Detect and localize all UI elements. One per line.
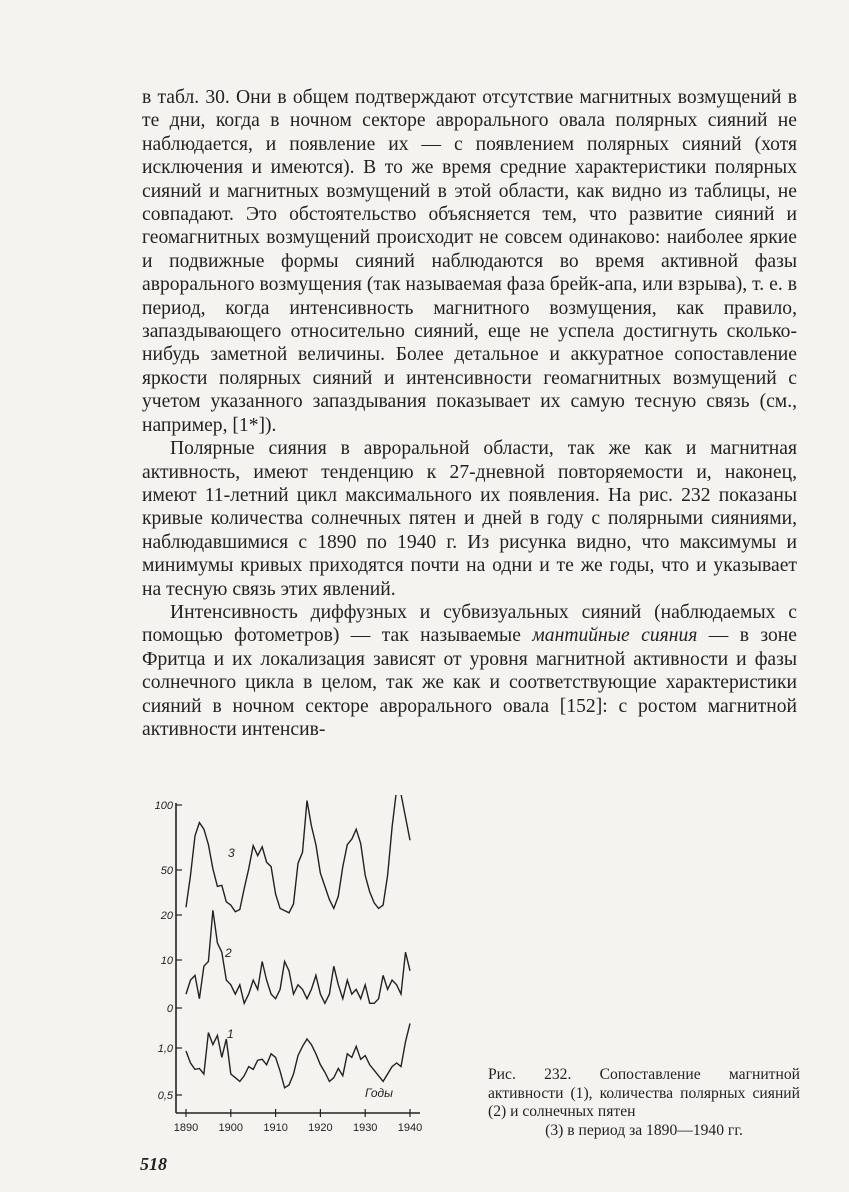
y-tick-label: 50 — [160, 865, 173, 877]
x-tick-label: 1940 — [397, 1122, 423, 1134]
term-mantle-aurora: мантийные сияния — [532, 625, 698, 647]
paragraph-3-start: Интенсивность диффузных и субвизуальных сияний (наблюдаемых с помощью фотометров) — так называемые — [142, 601, 797, 647]
series-label-3: 3 — [228, 846, 235, 860]
paragraph-1: в табл. 30. Они в общем подтверждают отсутствие магнитных возмущений в те дни, когда в ночном секторе аврорального овала полярных сияний не наблюдается, и появление их — с появлением полярных сияний (хотя исключения и имеются). В то же время средние характеристики полярных сияний и магнитных возмущений в этой области, как видно из таблицы, не совпадают. Это обстоятельство объясняется тем, что развитие сияний и геомагнитных возмущений происходит не совсем одинаково: наиболее яркие и подвижные формы сияний наблюдаются во время активной фазы аврорального возмущения (так называемая фаза брейк-апа, или взрыва), т. е. в период, когда интенсивность магнитного возмущения, как правило, запаздывающего относительно сияний, еще не успела достигнуть сколько-нибудь заметной величины. Более детальное и аккуратное сопоставление яркости полярных сияний и интенсивности геомагнитных возмущений с учетом указанного запаздывания показывает их самую тесную связь (см., например, [1*]). — [142, 87, 797, 436]
series-line-2 — [186, 910, 410, 1003]
series-line-3 — [186, 795, 410, 913]
y-tick-label: 20 — [160, 910, 173, 922]
series-label-1: 1 — [227, 1027, 234, 1041]
paragraph-2: Полярные сияния в авроральной области, так же как и магнитная активность, имеют тенденцию к 27-дневной повторяемости и, наконец, имеют 11-летний цикл максимального их появления. На рис. 232 показаны кривые количества солнечных пятен и дней в году с полярными сияниями, наблюдавшимися с 1890 по 1940 г. Из рисунка видно, что максимумы и минимумы кривых приходятся почти на одни и те же годы, что и указывает на тесную связь этих явлений. — [142, 438, 797, 600]
body-text — [142, 86, 797, 741]
caption-line-1: Рис. 232. Сопоставление магнитной активности (1), количества полярных сияний (2) и солнечных пятен — [488, 1066, 800, 1120]
figure-232 — [140, 795, 430, 1140]
page-number: 518 — [140, 1154, 167, 1174]
y-tick-label: 0 — [166, 1003, 173, 1015]
figure-232-chart — [140, 795, 430, 1140]
x-tick-label: 1900 — [218, 1122, 244, 1134]
paragraph-3 — [142, 601, 797, 741]
y-tick-label: 0,5 — [157, 1090, 173, 1102]
x-tick-label: 1890 — [173, 1122, 199, 1134]
y-tick-label: 10 — [160, 955, 173, 967]
y-tick-label: 100 — [154, 800, 173, 812]
y-tick-label: 1,0 — [157, 1043, 173, 1055]
paragraph-3-end: — в зоне Фритца и их локализация зависят от уровня магнитной активности и фазы солнечного цикла в целом, так же как и соответствующие характеристики сияний в ночном секторе аврорального овала [152]: с ростом магнитной активности интенсив- — [142, 625, 797, 740]
x-tick-label: 1930 — [352, 1122, 378, 1134]
x-tick-label: 1920 — [308, 1122, 333, 1134]
caption-line-2: (3) в период за 1890—1940 гг. — [545, 1121, 743, 1139]
series-label-2: 2 — [225, 946, 232, 960]
x-axis-label: Годы — [365, 1086, 393, 1100]
series-line-1 — [186, 1023, 410, 1087]
x-tick-label: 1910 — [263, 1122, 288, 1134]
figure-caption — [488, 1066, 800, 1140]
